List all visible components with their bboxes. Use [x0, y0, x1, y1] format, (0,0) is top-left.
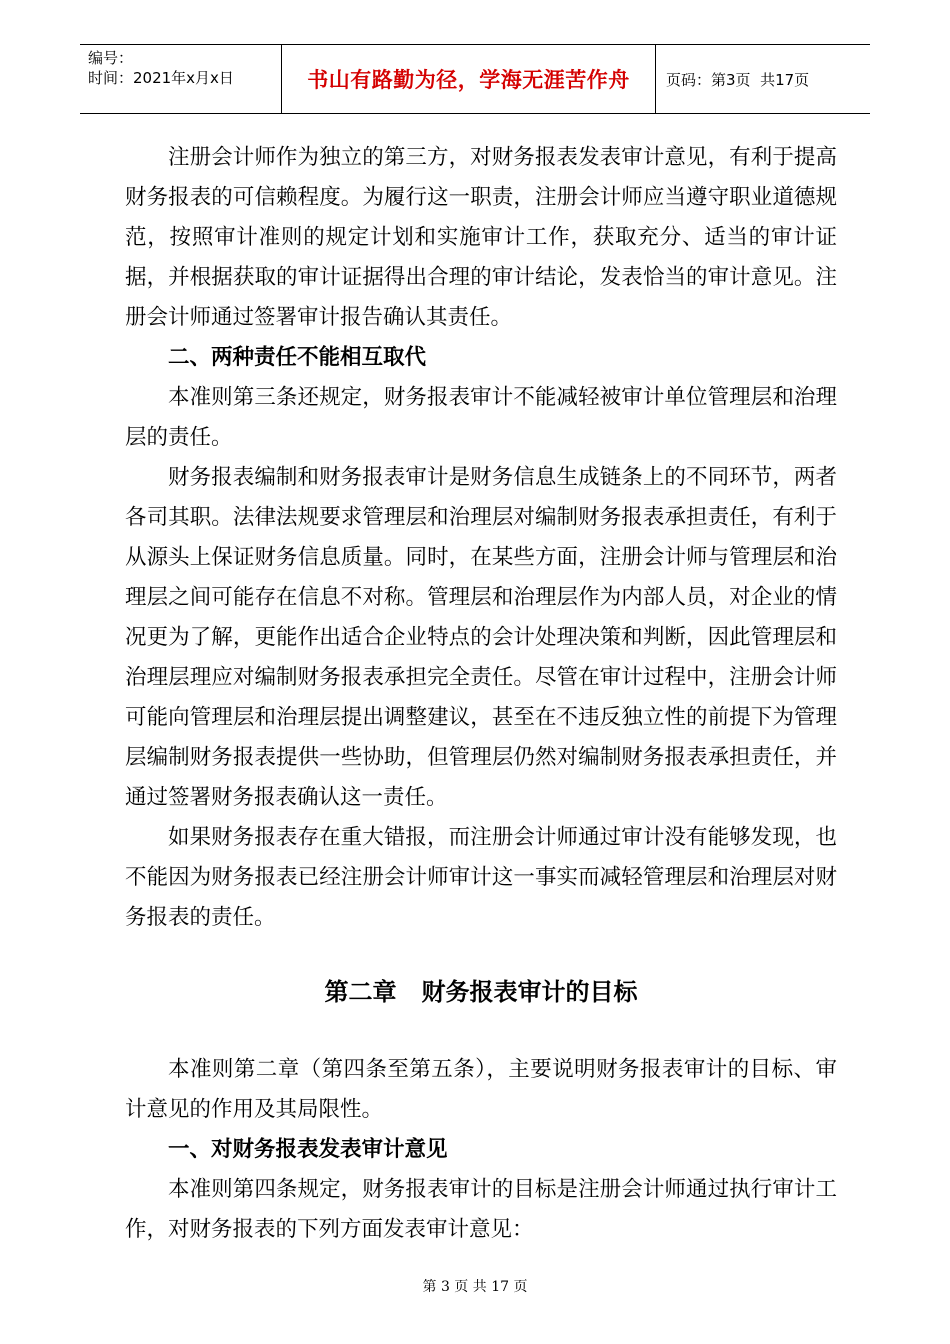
paragraph: 本准则第四条规定，财务报表审计的目标是注册会计师通过执行审计工作，对财务报表的下列方面发表审计意见：	[125, 1177, 837, 1242]
section-heading: 一、对财务报表发表审计意见	[168, 1137, 448, 1162]
paragraph: 本准则第二章（第四条至第五条），主要说明财务报表审计的目标、审计意见的作用及其局限性。	[125, 1057, 837, 1122]
header-motto: 书山有路勤为径，学海无涯苦作舟	[282, 45, 656, 113]
section-heading: 二、两种责任不能相互取代	[168, 345, 427, 370]
paragraph: 注册会计师作为独立的第三方，对财务报表发表审计意见，有利于提高财务报表的可信赖程度。为履行这一职责，注册会计师应当遵守职业道德规范，按照审计准则的规定计划和实施审计工作，获取充分、适当的审计证据，并根据获取的审计证据得出合理的审计结论，发表恰当的审计意见。注册会计师通过签署审计报告确认其责任。	[125, 145, 837, 330]
paragraph: 如果财务报表存在重大错报，而注册会计师通过审计没有能够发现，也不能因为财务报表已经注册会计师审计这一事实而减轻管理层和治理层对财务报表的责任。	[125, 825, 837, 930]
page-header	[80, 44, 870, 114]
paragraph: 本准则第三条还规定，财务报表审计不能减轻被审计单位管理层和治理层的责任。	[125, 385, 837, 450]
chapter-title: 第二章 财务报表审计的目标	[324, 978, 638, 1006]
document-body	[125, 138, 837, 1250]
page-footer: 第 3 页 共 17 页	[422, 1279, 528, 1295]
document-number-label: 编号：	[88, 49, 134, 67]
paragraph: 财务报表编制和财务报表审计是财务信息生成链条上的不同环节，两者各司其职。法律法规要求管理层和治理层对编制财务报表承担责任，有利于从源头上保证财务信息质量。同时，在某些方面，注册会计师与管理层和治理层之间可能存在信息不对称。管理层和治理层作为内部人员，对企业的情况更为了解，更能作出适合企业特点的会计处理决策和判断，因此管理层和治理层理应对编制财务报表承担完全责任。尽管在审计过程中，注册会计师可能向管理层和治理层提出调整建议，甚至在不违反独立性的前提下为管理层编制财务报表提供一些协助，但管理层仍然对编制财务报表承担责任，并通过签署财务报表确认这一责任。	[125, 465, 837, 810]
header-page-info-cell	[656, 45, 870, 113]
header-meta-cell	[80, 45, 282, 113]
document-time-label: 时间：2021年x月x日	[88, 69, 234, 87]
header-page-info: 页码：第3页 共17页	[666, 70, 810, 89]
